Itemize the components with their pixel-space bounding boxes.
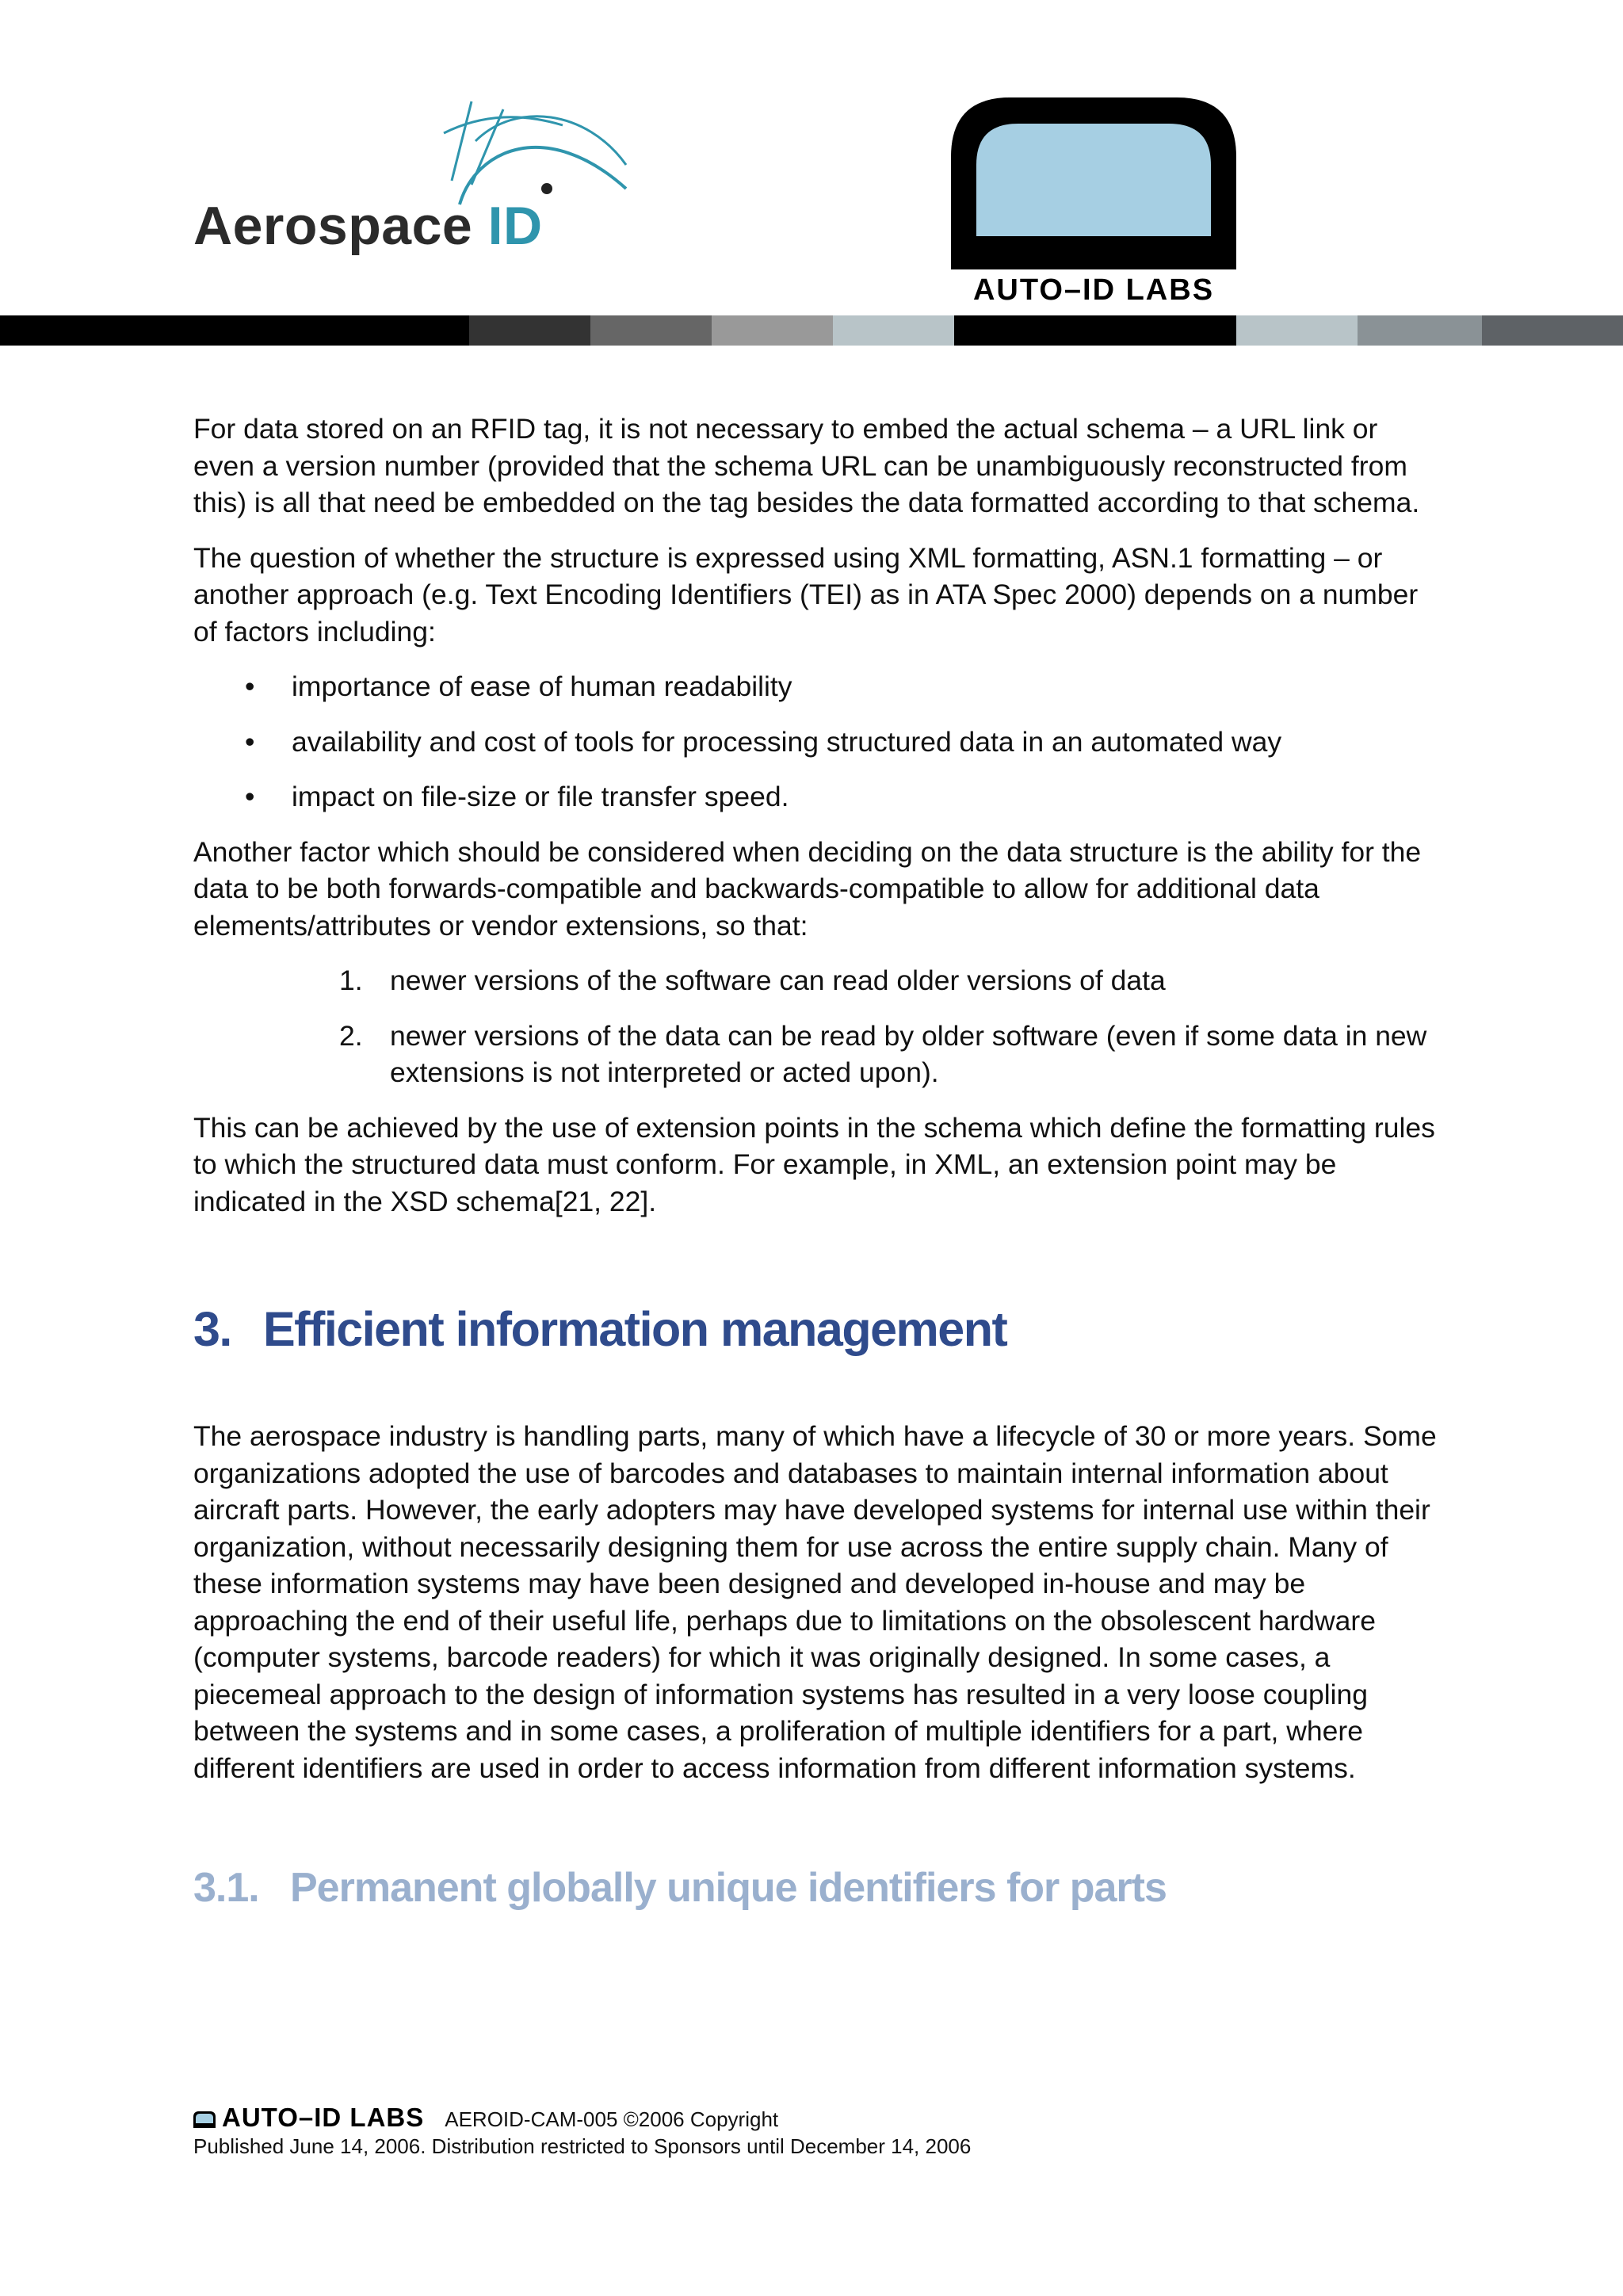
paragraph-rfid-schema: For data stored on an RFID tag, it is not necessary to embed the actual schema – a URL link or even a version number (provided that the schema URL can be unambiguously reconstructed from this) is all that need be embedded on the tag besides the data formatted according to that schema. [193,413,1420,518]
header-stripe-6 [954,315,1236,346]
auto-id-labs-emblem-icon [951,94,1236,269]
subsection-title: Permanent globally unique identifiers for parts [290,1865,1167,1911]
auto-id-labs-logo [951,94,1238,308]
header-stripe-7 [1236,315,1358,346]
footer-line-1 [193,2103,1445,2134]
list-number: 2. [339,1019,363,1052]
auto-id-labs-text: AUTO–ID LABS [972,273,1215,307]
aerospace-logo-id: ID [487,196,543,256]
paragraph-extension-points: This can be achieved by the use of extension points in the schema which define the formatting rules to which the structured data must conform. For example, in XML, an extension point may be indicated in the XSD schema[21, 22]. [193,1111,1435,1217]
header-stripe-4 [712,315,833,346]
header-stripe-3 [590,315,712,346]
list-item [193,668,1445,705]
auto-id-labs-mini-icon [193,2111,216,2128]
list-item-text: newer versions of the software can read older versions of data [390,965,1166,996]
section-heading-3-1 [193,1862,1445,1913]
list-item [193,724,1445,761]
bullet-icon: • [245,781,255,812]
factors-bullet-list [193,668,1445,816]
footer-doc-reference: AEROID-CAM-005 ©2006 Copyright [445,2107,779,2131]
header-stripe-8 [1358,315,1482,346]
header-stripe-9 [1482,315,1623,346]
section-number: 3. [193,1302,231,1356]
paragraph-aerospace-industry: The aerospace industry is handling parts, many of which have a lifecycle of 30 or more years. Some organizations adopted the use of barcodes and databases to maintain internal information about aircraft parts. However, the early adopters may have developed systems for internal use within their organization, without necessarily designing them for use across the entire supply chain. Many of these information systems may have been designed and developed in-house and may be approaching the end of their useful life, perhaps due to limitations on the obsolescent hardware (computer systems, barcode readers) for which it was originally designed. In some cases, a piecemeal approach to the design of information systems has resulted in a very loose coupling between the systems and in some cases, a proliferation of multiple identifiers for a part, where different identifiers are used in order to access information from different information systems. [193,1420,1437,1784]
paragraph-structure-question: The question of whether the structure is expressed using XML formatting, ASN.1 formatting – or another approach (e.g. Text Encoding Identifiers (TEI) as in ATA Spec 2000) depends on a number of factors including: [193,541,1419,648]
section-title: Efficient information management [263,1302,1007,1356]
header-stripe-1 [0,315,469,346]
document-body [193,411,1445,1913]
footer-published-text: Published June 14, 2006. Distribution restricted to Sponsors until December 14, 2006 [193,2134,972,2158]
list-number: 1. [339,965,363,996]
list-item-text: impact on file-size or file transfer speed. [292,781,789,812]
aerospace-id-wordmark [193,195,543,257]
aerospace-id-logo [190,94,602,276]
paragraph-compatibility: Another factor which should be considered when deciding on the data structure is the ability for the data to be both forwards-compatible and backwards-compatible to allow for additional data elements/attributes or vendor extensions, so that: [193,835,1422,942]
section-heading-3 [193,1301,1445,1358]
header-stripe-5 [833,315,954,346]
list-item [193,962,1445,999]
page-header [0,0,1623,349]
subsection-number: 3.1. [193,1865,259,1911]
compatibility-numbered-list [193,962,1445,1091]
list-item [193,1018,1445,1091]
header-stripe-2 [469,315,590,346]
page-footer [193,2103,1445,2159]
list-item-text: newer versions of the data can be read by older software (even if some data in new extensions is not interpreted or acted upon). [390,1019,1427,1088]
bullet-icon: • [245,725,255,758]
list-item-text: importance of ease of human readability [292,670,792,702]
bullet-icon: • [245,670,255,702]
list-item [193,778,1445,816]
list-item-text: availability and cost of tools for processing structured data in an automated way [292,725,1282,758]
aerospace-logo-text: Aerospace [193,196,473,256]
footer-labs-text: AUTO–ID LABS [222,2103,425,2132]
